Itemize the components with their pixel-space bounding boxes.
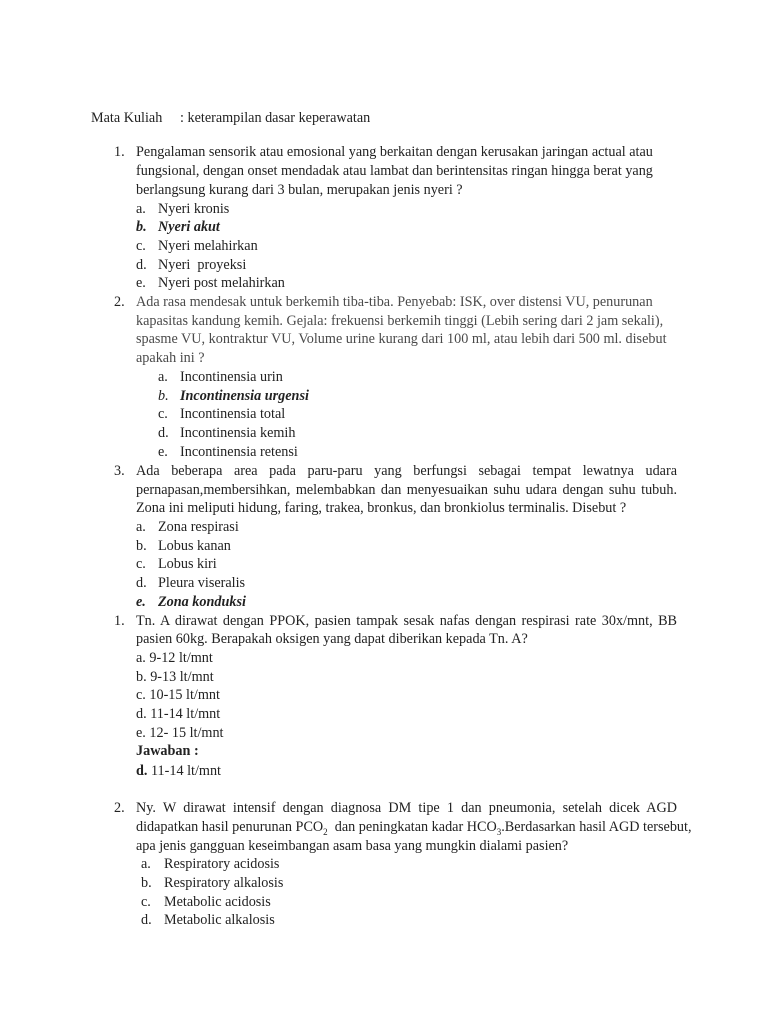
option-text: Zona respirasi xyxy=(158,519,239,535)
option-letter: e. xyxy=(136,275,146,291)
option-text: Incontinensia urin xyxy=(180,369,283,385)
option-text: Nyeri kronis xyxy=(158,201,230,217)
option-text: Nyeri post melahirkan xyxy=(158,275,285,291)
answer-text: 11-14 lt/mnt xyxy=(147,763,222,779)
correct-option-text: Nyeri akut xyxy=(158,219,220,235)
question-number: 2. xyxy=(114,294,125,310)
question-text-line: berlangsung kurang dari 3 bulan, merupakan jenis nyeri ? xyxy=(136,182,463,198)
option-text: a. 9-12 lt/mnt xyxy=(136,650,213,666)
question-text-part: .Berdasarkan hasil AGD tersebut, xyxy=(501,819,692,835)
option-text: Lobus kiri xyxy=(158,556,217,572)
subscript: 3 xyxy=(496,826,502,837)
course-name: : keterampilan dasar keperawatan xyxy=(180,110,371,126)
option-text: Lobus kanan xyxy=(158,538,231,554)
option-text: Respiratory alkalosis xyxy=(164,875,284,891)
question-text-line: spasme VU, kontraktur VU, Volume urine kurang dari 100 ml, atau lebih dari 500 ml. disebut xyxy=(136,331,667,347)
option-letter: c. xyxy=(158,406,168,422)
option-text: Incontinensia kemih xyxy=(180,425,296,441)
question-text-line: pasien 60kg. Berapakah oksigen yang dapat diberikan kepada Tn. A? xyxy=(136,631,528,647)
question-text-line: apa jenis gangguan keseimbangan asam basa yang mungkin dialami pasien? xyxy=(136,838,569,854)
question-text-line: Tn. A dirawat dengan PPOK, pasien tampak sesak nafas dengan respirasi rate 30x/mnt, BB xyxy=(136,613,677,629)
option-letter: e. xyxy=(136,594,146,610)
option-letter: a. xyxy=(141,856,151,872)
option-text: Metabolic alkalosis xyxy=(164,912,275,928)
option-text: Respiratory acidosis xyxy=(164,856,280,872)
answer-label: Jawaban : xyxy=(136,743,199,759)
option-letter: c. xyxy=(136,238,146,254)
question-number: 3. xyxy=(114,463,125,479)
question-text-line: Zona ini meliputi hidung, faring, trakea, bronkus, dan bronkiolus terminalis. Disebut ? xyxy=(136,500,627,516)
correct-option-text: Incontinensia urgensi xyxy=(180,388,309,404)
option-letter: a. xyxy=(136,201,146,217)
question-text-part: dan peningkatan kadar HCO xyxy=(327,819,497,835)
option-text: Incontinensia retensi xyxy=(180,444,298,460)
option-letter: d. xyxy=(136,575,147,591)
option-text: Incontinensia total xyxy=(180,406,286,422)
answer-letter: d. xyxy=(136,763,148,779)
option-text: e. 12- 15 lt/mnt xyxy=(136,725,224,741)
option-letter: b. xyxy=(136,538,147,554)
question-text-line: Pengalaman sensorik atau emosional yang berkaitan dengan kerusakan jaringan actual atau xyxy=(136,144,653,160)
option-letter: b. xyxy=(158,388,169,404)
option-text: d. 11-14 lt/mnt xyxy=(136,706,221,722)
option-letter: d. xyxy=(141,912,152,928)
option-text: Nyeri proyeksi xyxy=(158,257,247,273)
option-letter: e. xyxy=(158,444,168,460)
option-letter: c. xyxy=(141,894,151,910)
option-text: Metabolic acidosis xyxy=(164,894,271,910)
question-text-line: kapasitas kandung kemih. Gejala: frekuensi berkemih tinggi (Lebih sering dari 2 jam sekali), xyxy=(136,313,664,329)
question-text-line: Ada beberapa area pada paru-paru yang berfungsi sebagai tempat lewatnya udara xyxy=(136,463,677,479)
option-text: Nyeri melahirkan xyxy=(158,238,258,254)
option-letter: a. xyxy=(158,369,168,385)
question-text-line: pernapasan,membersihkan, melembabkan dan menyesuaikan suhu udara dengan suhu tubuh. xyxy=(136,482,677,498)
option-letter: d. xyxy=(136,257,147,273)
option-text: b. 9-13 lt/mnt xyxy=(136,669,214,685)
course-label: Mata Kuliah xyxy=(91,110,163,126)
question-text-part: didapatkan hasil penurunan PCO xyxy=(136,819,324,835)
correct-option-text: Zona konduksi xyxy=(158,594,246,610)
question-text-line: apakah ini ? xyxy=(136,350,205,366)
option-letter: a. xyxy=(136,519,146,535)
option-letter: c. xyxy=(136,556,146,572)
option-text: Pleura viseralis xyxy=(158,575,246,591)
question-number: 1. xyxy=(114,144,125,160)
option-text: c. 10-15 lt/mnt xyxy=(136,687,220,703)
subscript: 2 xyxy=(323,826,328,837)
question-text-line: Ada rasa mendesak untuk berkemih tiba-tiba. Penyebab: ISK, over distensi VU, penurunan xyxy=(136,294,653,310)
question-text-line: fungsional, dengan onset mendadak atau lambat dan berintensitas ringan hingga berat yang xyxy=(136,163,653,179)
option-letter: b. xyxy=(141,875,152,891)
question-text-line: Ny. W dirawat intensif dengan diagnosa DM tipe 1 dan pneumonia, setelah dicek AGD xyxy=(136,800,677,816)
option-letter: d. xyxy=(158,425,169,441)
question-number: 1. xyxy=(114,613,125,629)
option-letter: b. xyxy=(136,219,147,235)
question-number: 2. xyxy=(114,800,125,816)
answer-line xyxy=(136,762,221,780)
